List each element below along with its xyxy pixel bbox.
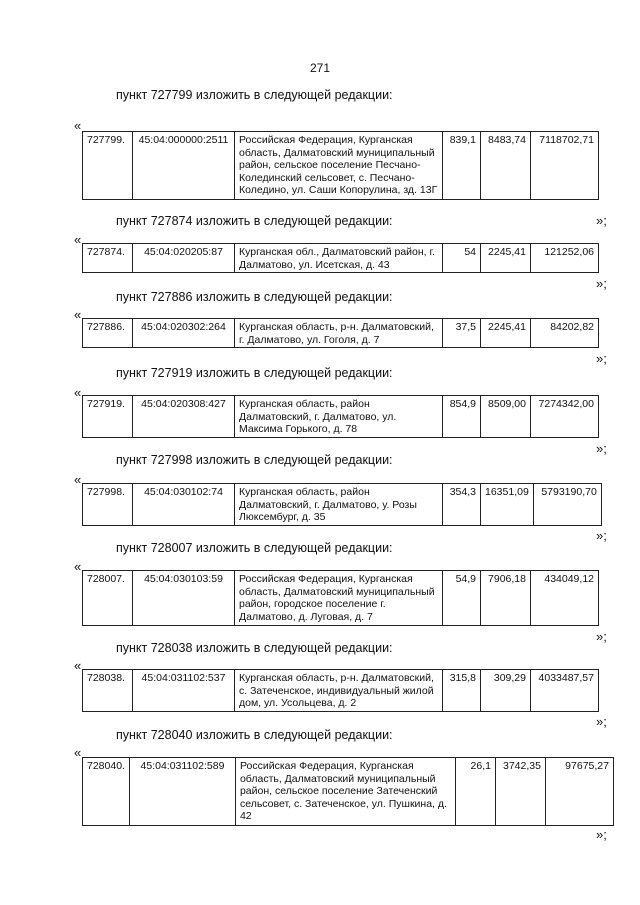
address-cell: Курганская область, район Далматовский, г. Далматово, у. Розы Люксембург, д. 35 <box>235 484 443 526</box>
value-cell: 97675,27 <box>545 758 613 826</box>
open-quote: « <box>74 745 82 760</box>
open-quote: « <box>74 232 82 247</box>
entry-number-cell: 728007. <box>83 571 133 626</box>
table-row <box>83 670 599 712</box>
entry-number-cell: 728038. <box>83 670 133 712</box>
amendment-heading: пункт 728007 изложить в следующей редакции: <box>116 541 393 555</box>
area-cell: 354,3 <box>443 484 481 526</box>
amendment-heading: пункт 728038 изложить в следующей редакции: <box>116 641 393 655</box>
value-cell: 7118702,71 <box>531 132 599 200</box>
cadastral-number-cell: 45:04:030103:59 <box>133 571 235 626</box>
cadastral-number-cell: 45:04:020302:264 <box>133 319 235 348</box>
amendment-table <box>82 243 599 273</box>
open-quote: « <box>74 559 82 574</box>
cadastral-number-cell: 45:04:030102:74 <box>133 484 235 526</box>
close-quote: »; <box>596 213 607 228</box>
amendment-table <box>82 570 599 626</box>
open-quote: « <box>74 658 82 673</box>
value-cell: 4033487,57 <box>531 670 599 712</box>
open-quote: « <box>74 472 82 487</box>
table-row <box>83 571 599 626</box>
table-row <box>83 484 602 526</box>
close-quote: »; <box>596 629 607 644</box>
value-cell: 121252,06 <box>531 244 599 273</box>
address-cell: Курганская область, район Далматовский, г. Далматово, ул. Максима Горького, д. 78 <box>235 396 443 438</box>
table-row <box>83 244 599 273</box>
table-row <box>83 132 599 200</box>
amendment-heading: пункт 727799 изложить в следующей редакции: <box>116 88 393 102</box>
address-cell: Курганская область, р-н. Далматовский, с. Затеченское, индивидуальный жилой дом, ул. Усольцева, д. 2 <box>235 670 443 712</box>
amendment-table <box>82 757 614 826</box>
area-cell: 54 <box>443 244 481 273</box>
address-cell: Российская Федерация, Курганская область, Далматовский муниципальный район, сельское поселение Песчано-Колединский сельсовет, с. Песчано-Коледино, ул. Саши Копорулина, зд. 13Г <box>235 132 443 200</box>
value-cell: 5793190,70 <box>533 484 601 526</box>
area-cell: 54,9 <box>443 571 481 626</box>
entry-number-cell: 727919. <box>83 396 133 438</box>
rate-cell: 309,29 <box>481 670 531 712</box>
value-cell: 84202,82 <box>531 319 599 348</box>
table-row <box>83 396 599 438</box>
entry-number-cell: 727799. <box>83 132 133 200</box>
rate-cell: 8483,74 <box>481 132 531 200</box>
area-cell: 26,1 <box>455 758 495 826</box>
cadastral-number-cell: 45:04:020205:87 <box>133 244 235 273</box>
area-cell: 315,8 <box>443 670 481 712</box>
close-quote: »; <box>596 827 607 842</box>
amendment-heading: пункт 728040 изложить в следующей редакции: <box>116 728 393 742</box>
amendment-heading: пункт 727886 изложить в следующей редакции: <box>116 290 393 304</box>
open-quote: « <box>74 307 82 322</box>
address-cell: Курганская область, р-н. Далматовский, г. Далматово, ул. Гоголя, д. 7 <box>235 319 443 348</box>
entry-number-cell: 727874. <box>83 244 133 273</box>
close-quote: »; <box>596 276 607 291</box>
area-cell: 37,5 <box>443 319 481 348</box>
entry-number-cell: 727886. <box>83 319 133 348</box>
entry-number-cell: 728040. <box>83 758 130 826</box>
entry-number-cell: 727998. <box>83 484 133 526</box>
value-cell: 7274342,00 <box>531 396 599 438</box>
table-row <box>83 758 614 826</box>
rate-cell: 16351,09 <box>481 484 534 526</box>
open-quote: « <box>74 385 82 400</box>
open-quote: « <box>74 118 82 133</box>
close-quote: »; <box>596 528 607 543</box>
page-number: 271 <box>309 61 331 75</box>
area-cell: 854,9 <box>443 396 481 438</box>
rate-cell: 3742,35 <box>495 758 545 826</box>
close-quote: »; <box>596 441 607 456</box>
amendment-table <box>82 483 602 526</box>
address-cell: Курганская обл., Далматовский район, г. Далматово, ул. Исетская, д. 43 <box>235 244 443 273</box>
close-quote: »; <box>596 351 607 366</box>
cadastral-number-cell: 45:04:000000:2511 <box>133 132 235 200</box>
amendment-heading: пункт 727998 изложить в следующей редакции: <box>116 453 393 467</box>
cadastral-number-cell: 45:04:020308:427 <box>133 396 235 438</box>
address-cell: Российская Федерация, Курганская область, Далматовский муниципальный район, городское поселение г. Далматово, д. Луговая, д. 7 <box>235 571 443 626</box>
amendment-table <box>82 669 599 712</box>
value-cell: 434049,12 <box>531 571 599 626</box>
table-row <box>83 319 599 348</box>
close-quote: »; <box>596 714 607 729</box>
rate-cell: 2245,41 <box>481 244 531 273</box>
rate-cell: 2245,41 <box>481 319 531 348</box>
area-cell: 839,1 <box>443 132 481 200</box>
amendment-table <box>82 395 599 438</box>
amendment-heading: пункт 727874 изложить в следующей редакции: <box>116 214 393 228</box>
cadastral-number-cell: 45:04:031102:537 <box>133 670 235 712</box>
address-cell: Российская Федерация, Курганская область, Далматовский муниципальный район, сельское поселение Затеченский сельсовет, с. Затеченское, ул. Пушкина, д. 42 <box>235 758 455 826</box>
rate-cell: 8509,00 <box>481 396 531 438</box>
rate-cell: 7906,18 <box>481 571 531 626</box>
amendment-table <box>82 318 599 348</box>
amendment-table <box>82 131 599 200</box>
amendment-heading: пункт 727919 изложить в следующей редакции: <box>116 366 393 380</box>
cadastral-number-cell: 45:04:031102:589 <box>129 758 235 826</box>
